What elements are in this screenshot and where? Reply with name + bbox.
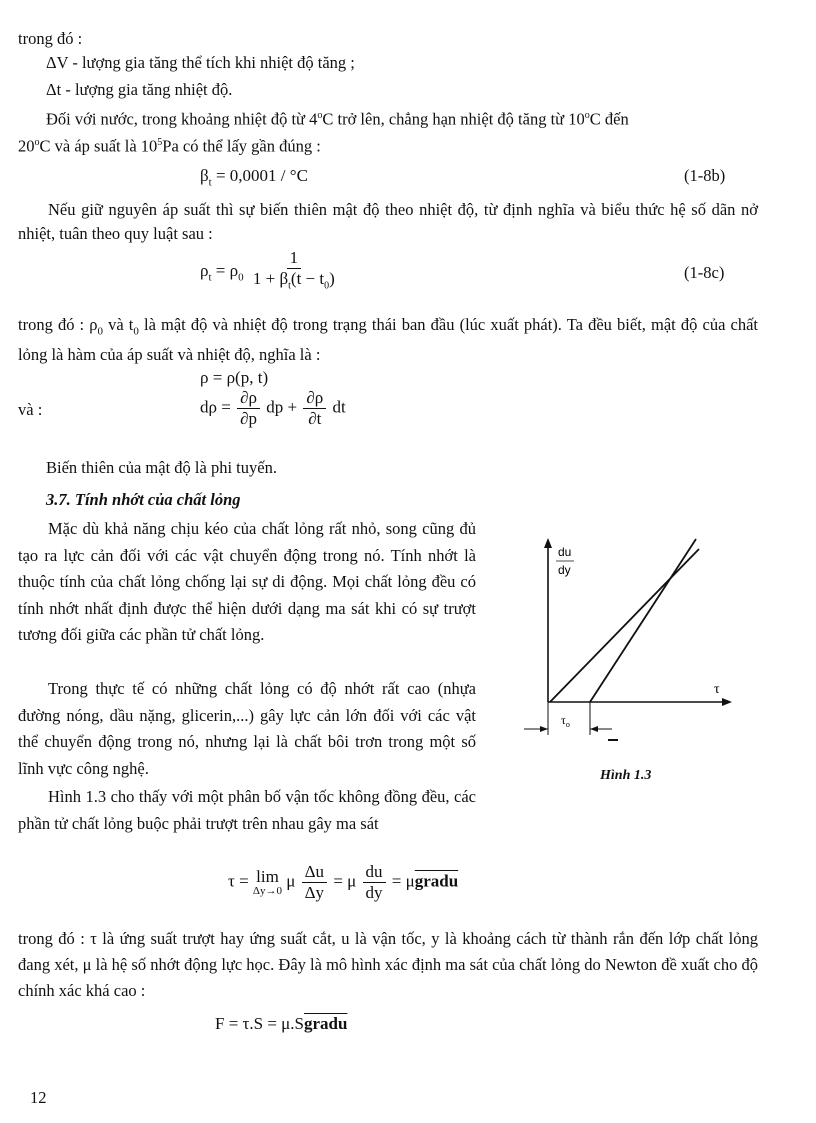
page-number: 12 <box>30 1088 47 1107</box>
x-label: τ <box>714 682 720 697</box>
equation-1-8b: $\beta_t = 0,0001 / ^\circ C$ <box>200 166 308 189</box>
equation-number: (1-8c) <box>684 263 725 282</box>
y-axis-arrow-icon <box>544 538 552 548</box>
paragraph: trong đó : $\rho_0$ và $t_0$ là mật độ và nhiệt độ trong trạng thái ban đầu (lúc xuất phát). Ta đều biết, mật độ của chất lỏng là hàm của áp suất và nhiệt độ, nghĩa là : <box>18 315 758 365</box>
equation-1-8c: $\rho_t = \rho_0$ $\frac{1}{1 + \beta_t(t - t_0)}$ <box>200 248 335 292</box>
figure-1-3 <box>500 530 740 790</box>
x-axis-arrow-icon <box>722 698 732 706</box>
paragraph: Hình 1.3 cho thấy với một phân bố vận tốc không đồng đều, các phần tử chất lỏng buộc phải trượt trên nhau gây ma sát <box>18 787 476 833</box>
text-line: ΔV - lượng gia tăng thể tích khi nhiệt độ tăng ; <box>46 53 355 72</box>
dim-arrow-icon <box>540 726 548 732</box>
paragraph: Trong thực tế có những chất lỏng có độ nhớt rất cao (nhựa đường nóng, dầu nặng, glicerin,...) gây lực cản lớn đối với các vật thể chuyển động trong nó, nhưng lại là chất bôi trơn trong một số lĩnh vực công nghệ. <box>18 679 476 778</box>
paragraph: Nếu giữ nguyên áp suất thì sự biến thiên mật độ theo nhiệt độ, từ định nghĩa và biểu thức hệ số dãn nở nhiệt, tuân theo quy luật sau : <box>18 200 758 243</box>
paragraph: trong đó : τ là ứng suất trượt hay ứng suất cắt, u là vận tốc, y là khoảng cách từ thành rắn đến lớp chất lỏng đang xét, μ là hệ số nhớt động lực học. Đây là mô hình xác định ma sát của chất lỏng do Newton đề xuất cho độ chính xác khá cao : <box>18 929 758 1000</box>
equation-number: (1-8b) <box>684 166 726 185</box>
figure-caption: Hình 1.3 <box>600 768 652 783</box>
paragraph-line: 20$^o$C và áp suất là $10^5Pa$ có thể lấy gần đúng : <box>18 136 321 156</box>
equation-drho: dρ = $\frac{\partial\rho}{\partial p}$ dp + $\frac{\partial\rho}{\partial t}$ dt <box>200 388 346 428</box>
dim-arrow-icon <box>590 726 598 732</box>
line-newtonian <box>550 549 699 702</box>
line-bingham <box>590 539 696 702</box>
section-heading: 3.7. Tính nhớt của chất lỏng <box>46 490 241 509</box>
text-line: Δt - lượng gia tăng nhiệt độ. <box>46 80 233 99</box>
equation-tau: τ = lim Δy→0 μ $\frac{\Delta u}{\Delta y}$ = μ $\frac{du}{dy}$ = μgradu <box>228 862 459 902</box>
text-line: Biến thiên của mật độ là phi tuyến. <box>46 458 277 477</box>
equation-rho: ρ = ρ(p, t) <box>200 368 269 387</box>
equation-F: F = τ.S = μ.Sgradu <box>215 1014 348 1033</box>
offset-label: $\tau_o$ <box>561 713 570 729</box>
paragraph: Mặc dù khả năng chịu kéo của chất lỏng rất nhỏ, song cũng đủ tạo ra lực cản đối với các vật chuyển động trong nó. Tính nhớt là thuộc tính của chất lỏng chống lại sự di động. Mọi chất lỏng đều có tính nhớt nhất định được thể hiện dưới dạng ma sát khi có sự trượt tương đối giữa các phần tử chất lỏng. <box>18 519 476 644</box>
y-label-den: dy <box>558 563 571 577</box>
paragraph-line: Đối với nước, trong khoảng nhiệt độ từ 4$^o$C trở lên, chẳng hạn nhiệt độ tăng từ 10$^o$C đến <box>46 109 629 129</box>
y-label-num: du <box>558 545 572 559</box>
text-line: trong đó : <box>18 29 83 48</box>
text-line: và : <box>18 400 43 419</box>
